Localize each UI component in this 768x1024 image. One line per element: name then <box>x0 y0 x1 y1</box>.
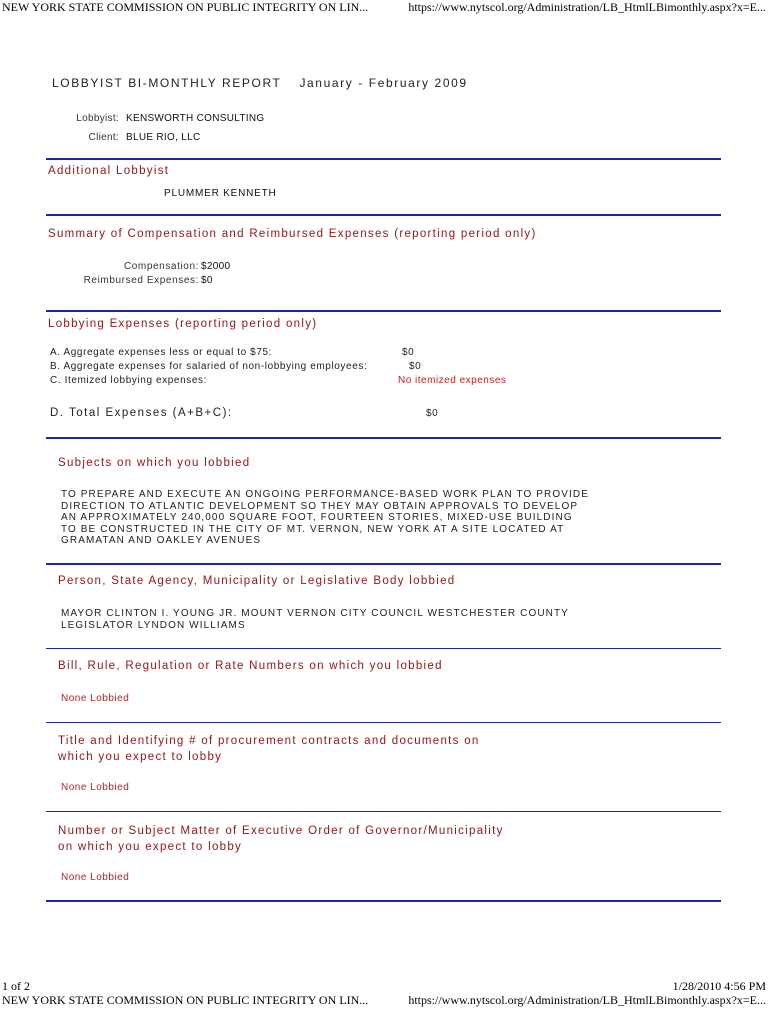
section-divider <box>46 900 721 902</box>
executive-order-value: None Lobbied <box>61 872 130 883</box>
persons-lobbied-text: MAYOR CLINTON I. YOUNG JR. MOUNT VERNON CITY COUNCIL WESTCHESTER COUNTY LEGISLATOR LYNDON WILLIAMS <box>61 608 569 631</box>
additional-lobbyist-heading: Additional Lobbyist <box>48 165 170 177</box>
report-title: LOBBYIST BI-MONTHLY REPORT <box>52 76 282 90</box>
print-footer-page: 1 of 2 <box>2 979 30 993</box>
total-expenses-label: D. Total Expenses (A+B+C): <box>50 407 233 419</box>
section-divider <box>46 214 721 216</box>
print-footer-title: NEW YORK STATE COMMISSION ON PUBLIC INTEGRITY ON LIN... <box>2 993 369 1007</box>
section-divider <box>46 811 721 812</box>
section-divider <box>46 158 721 160</box>
lobbyist-label: Lobbyist: <box>76 113 119 124</box>
print-footer-timestamp: 1/28/2010 4:56 PM <box>672 979 766 993</box>
reimbursed-label: Reimbursed Expenses: <box>83 275 199 286</box>
section-divider <box>46 310 721 312</box>
procurement-heading: Title and Identifying # of procurement contracts and documents on which you expect to lobby <box>58 735 480 763</box>
expense-b-label: B. Aggregate expenses for salaried of non-lobbying employees: <box>50 361 368 372</box>
compensation-value: $2000 <box>201 261 231 272</box>
compensation-heading: Summary of Compensation and Reimbursed Expenses (reporting period only) <box>48 228 537 240</box>
print-header-title: NEW YORK STATE COMMISSION ON PUBLIC INTEGRITY ON LIN... <box>2 0 369 14</box>
procurement-value: None Lobbied <box>61 782 130 793</box>
additional-lobbyist-name: PLUMMER KENNETH <box>164 188 277 199</box>
expense-a-value: $0 <box>402 347 415 358</box>
section-divider <box>46 563 721 565</box>
section-divider <box>46 437 721 439</box>
total-expenses-value: $0 <box>426 408 439 419</box>
expense-b-value: $0 <box>409 361 422 372</box>
subjects-text: TO PREPARE AND EXECUTE AN ONGOING PERFORMANCE-BASED WORK PLAN TO PROVIDE DIRECTION TO ATLANTIC DEVELOPMENT SO THEY MAY OBTAIN APPROVALS TO DEVELOP AN APPROXIMATELY 240,000 SQUARE FOOT, FOURTEEN STORIES, MIXED-USE BUILDING TO BE CONSTRUCTED IN THE CITY OF MT. VERNON, NEW YORK AT A SITE LOCATED AT GRAMATAN AND OAKLEY AVENUES <box>61 489 589 546</box>
executive-order-heading: Number or Subject Matter of Executive Order of Governor/Municipality on which you expect to lobby <box>58 825 504 853</box>
bills-heading: Bill, Rule, Regulation or Rate Numbers on which you lobbied <box>58 660 443 672</box>
report-period: January - February 2009 <box>299 76 468 90</box>
client-label: Client: <box>88 132 119 143</box>
section-divider <box>46 648 721 649</box>
print-header-url[interactable]: https://www.nytscol.org/Administration/LB_HtmlLBimonthly.aspx?x=E... <box>408 0 766 14</box>
reimbursed-value: $0 <box>201 275 213 286</box>
persons-lobbied-heading: Person, State Agency, Municipality or Legislative Body lobbied <box>58 575 456 587</box>
subjects-heading: Subjects on which you lobbied <box>58 457 251 469</box>
expense-c-label: C. Itemized lobbying expenses: <box>50 375 207 386</box>
lobbying-expenses-heading: Lobbying Expenses (reporting period only) <box>48 318 318 330</box>
compensation-label: Compensation: <box>123 261 199 272</box>
section-divider <box>46 722 721 723</box>
expense-a-label: A. Aggregate expenses less or equal to $75: <box>50 347 273 358</box>
bills-value: None Lobbied <box>61 693 130 704</box>
client-value: BLUE RIO, LLC <box>126 132 201 143</box>
lobbyist-value: KENSWORTH CONSULTING <box>126 113 265 124</box>
report-title-line <box>52 76 468 90</box>
print-footer-url[interactable]: https://www.nytscol.org/Administration/LB_HtmlLBimonthly.aspx?x=E... <box>408 993 766 1007</box>
itemized-expenses-notice: No itemized expenses <box>398 375 507 386</box>
